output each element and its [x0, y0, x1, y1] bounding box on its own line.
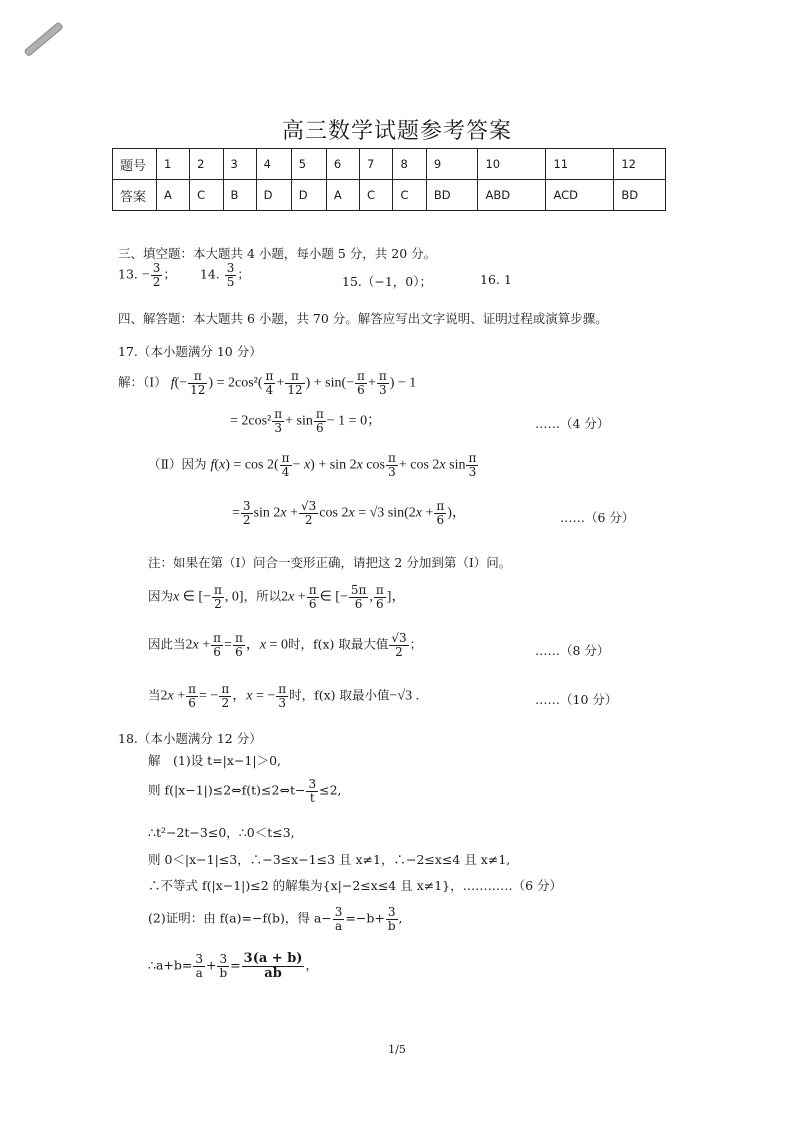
q18-line7-part: ∴a+b=	[148, 957, 193, 973]
q15-answer: 15.（−1，0）；	[342, 274, 433, 289]
table-cell: 9	[426, 149, 478, 180]
q17-max-line: 因此当2x + $\frac{\pi}{6}$ = $\frac{\pi}{6}$ ，x = 0时，f(x) 取最大值 $\frac{√3}{2}$ ；	[148, 631, 423, 659]
page-title: 高三数学试题参考答案	[281, 119, 512, 144]
table-row	[113, 149, 666, 180]
q17-heading: 17.（本小题满分 10 分）	[118, 344, 262, 359]
fill-answers: 13. − $\frac{3}{2}$ ； 14. $\frac{3}{5}$ ；	[118, 261, 250, 289]
table-cell: 5	[291, 149, 326, 180]
fraction: $\frac{3}{2}$	[152, 261, 161, 289]
q18-line2-part: 则 f(|x−1|)≤2⇔f(t)≤2⇔t−	[148, 782, 306, 798]
table-cell: 1	[157, 149, 190, 180]
q18-line2: 则 f(|x−1|)≤2⇔f(t)≤2⇔t− $\frac{3}{t}$ ≤2,	[148, 777, 342, 805]
table-cell: 12	[614, 149, 666, 180]
q17-part1-line1: 解：（Ⅰ） f(− $\frac{\pi}{12}$ ) = 2cos²( $\frac{\pi}{4}$ + $\frac{\pi}{12}$ ) + sin(− $\frac{\pi}{6}$ + $\frac{\pi}{3}$ ) − 1	[118, 369, 417, 397]
q14-label: 14.	[199, 266, 220, 282]
score-6: ……（6 分）	[560, 510, 635, 525]
section-3-heading: 三、填空题：本大题共 4 小题，每小题 5 分，共 20 分。	[118, 246, 437, 261]
q17-note: 注：如果在第（Ⅰ）问合一变形正确，请把这 2 分加到第（Ⅰ）问。	[148, 555, 512, 570]
q18-line7: ∴a+b= $\frac{3}{a}$ + $\frac{3}{b}$ = $\frac{3(a + b)}{ab}$ ，	[148, 951, 318, 981]
table-cell: A	[157, 180, 190, 211]
page-number: 1/5	[388, 1043, 406, 1056]
min-label: 时，f(x) 取最小值	[289, 687, 390, 703]
q18-line1: 解 (1)设 t=|x−1|＞0,	[148, 753, 282, 768]
q18-line7-part: =	[230, 957, 241, 973]
table-cell: 3	[223, 149, 256, 180]
table-cell: ABD	[478, 180, 546, 211]
score-8: ……（8 分）	[535, 643, 610, 658]
when-label: 当	[148, 687, 161, 703]
q18-line6: (2)证明：由 f(a)=−f(b)，得 a− $\frac{3}{a}$ =−b+ $\frac{3}{b}$ ,	[148, 905, 403, 933]
bold-denominator: ab	[264, 965, 282, 981]
score-10: ……（10 分）	[535, 692, 618, 707]
table-cell: 7	[360, 149, 393, 180]
hence-label: 因此当	[148, 636, 186, 652]
table-cell: C	[190, 180, 223, 211]
table-cell: 题号	[113, 149, 157, 180]
max-label: 时，f(x) 取最大值	[287, 636, 389, 652]
q18-line5: ∴不等式 f(|x−1|)≤2 的解集为{x|−2≤x≤4 且 x≠1}，…………（6 分）	[148, 878, 563, 893]
q18-heading: 18.（本小题满分 12 分）	[118, 731, 262, 746]
table-cell: 11	[546, 149, 614, 180]
q17-part2-line1: （Ⅱ）因为 f(x) = cos 2( $\frac{\pi}{4}$ − x) + sin 2x cos $\frac{\pi}{3}$ + cos 2x sin $\frac{\pi}{3}$	[148, 451, 477, 479]
q16-answer: 16. 1	[480, 272, 512, 287]
pen-mark	[23, 21, 63, 57]
q18-line4: 则 0＜|x−1|≤3，∴−3≤x−1≤3 且 x≠1，∴−2≤x≤4 且 x≠1,	[148, 852, 511, 867]
table-cell: ACD	[546, 180, 614, 211]
table-cell: 4	[256, 149, 291, 180]
score-4: ……（4 分）	[535, 416, 610, 431]
table-cell: C	[393, 180, 426, 211]
q18-line3: ∴t²−2t−3≤0，∴0＜t≤3,	[148, 825, 295, 840]
table-cell: C	[360, 180, 393, 211]
q17-range-line: 因为x ∈ [− $\frac{\pi}{2}$ , 0]，所以2x + $\frac{\pi}{6}$ ∈ [− $\frac{5\pi}{6}$ , $\frac{\pi}{6}$ ]，	[148, 583, 406, 611]
table-cell: D	[256, 180, 291, 211]
table-cell: BD	[426, 180, 478, 211]
because-label: 因为	[148, 588, 174, 604]
table-cell: 10	[478, 149, 546, 180]
table-cell: 答案	[113, 180, 157, 211]
table-cell: D	[291, 180, 326, 211]
q17-part1-line2: = 2cos² $\frac{\pi}{3}$ + sin $\frac{\pi}{6}$ − 1 = 0；	[230, 407, 382, 435]
bold-numerator: 3(a + b)	[243, 951, 303, 966]
table-cell: 2	[190, 149, 223, 180]
table-row	[113, 180, 666, 211]
fraction: $\frac{3}{5}$	[226, 261, 235, 289]
q18-line6-part: =−b+	[345, 910, 385, 926]
table-cell: 6	[326, 149, 359, 180]
section-4-heading: 四、解答题：本大题共 6 小题，共 70 分。解答应写出文字说明、证明过程或演算步骤。	[118, 311, 608, 326]
q18-line6-part: (2)证明：由 f(a)=−f(b)，得 a−	[148, 910, 332, 926]
table-cell: 8	[393, 149, 426, 180]
answer-table	[112, 148, 666, 211]
solution-label: 解：（Ⅰ）	[118, 374, 167, 390]
table-cell: A	[326, 180, 359, 211]
table-cell: BD	[614, 180, 666, 211]
q17-part2-line2: = $\frac{3}{2}$ sin 2x + $\frac{√3}{2}$ cos 2x = √3 sin(2x + $\frac{\pi}{6}$ )，	[232, 499, 466, 527]
so-label: ，所以	[243, 588, 282, 604]
q13-label: 13.	[118, 266, 138, 282]
table-cell: B	[223, 180, 256, 211]
q18-line2-part: ≤2,	[319, 782, 342, 798]
q17-min-line: 当2x + $\frac{\pi}{6}$ = − $\frac{\pi}{2}$ ，x = − $\frac{\pi}{3}$ 时，f(x) 取最小值−√3 .	[148, 682, 420, 710]
part2-label: （Ⅱ）因为	[148, 456, 207, 472]
